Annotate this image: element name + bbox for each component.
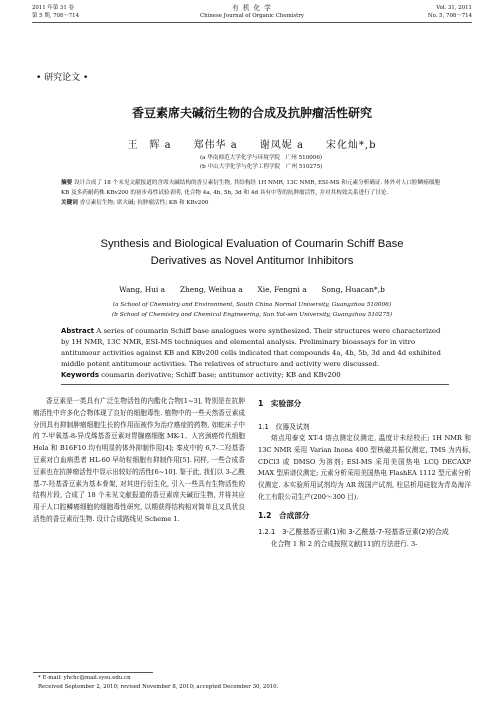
authors-cn: 王 辉 a 郑伟华 a 谢凤妮 a 宋化灿*,b [127,140,377,151]
section11-text [258,433,471,504]
journal-name [152,4,352,20]
affiliation-en-b: (b School of Chemistry and Chemical Engineering, Sun Yat-sen University, Guangzhou 510275) [111,312,393,318]
introduction-paragraph: 香豆素是一类具有广泛生物活性的内酯化合物[1~3], 特别是在抗肿瘤活性中许多化合物体现了良好的细胞毒性. 植物中的一些天然香豆素成分因具有抑制肿瘤细胞生长的作用而被作为治疗癌症的药物, 如蛇床子中的 7-甲氧基-8-异戊烯基香豆素对胃腺癌细胞 MK-1、人宫颈癌传代细胞 Hela 和 B16F10 均有明显的体外抑制作用[4]; 秦皮中的 6,7-二羟基香豆素对白血病患者 HL-60 早幼粒细胞有抑制作用[5]. 同样, 一些合成香豆素也在抗肿瘤活性中显示出较好的活性[6~10]. 鉴于此, 我们以 3-乙酰基-7-羟基香豆素为基本骨架, 对其进行衍生化, 引入一些具有生物活性的结构片段, 合成了 18 个未见文献报道的香豆素席夫碱衍生物, 并将其应用于人口腔鳞癌细胞的细胞毒性研究, 以期获得结构相对简单且又具优良活性的香豆素衍生物. 设计合成路线见 Scheme 1. [33,397,245,523]
abstract-rule [61,384,449,385]
journal-year-volume: 2011 年第 31 卷 [32,5,74,11]
keywords-cn [61,198,449,208]
right-column [258,396,471,551]
journal-issue-pages: 第 5 期, 708～714 [32,13,80,19]
keywords-en-text: coumarin derivative; Schiff base; antitumor activity; KB and KBv200 [101,371,341,379]
journal-issue-right [428,4,472,20]
section121-text [258,539,471,551]
section12-heading: 1.2 合成部分 [258,510,310,520]
abstract-en-text: A series of coumarin Schiff base analogues were synthesized. Their structures were characterized by 1H NMR, 13C NMR, ESI-MS techniques and elemental analysis. Preliminary bioassays for in vitro antitumour activities against KB and KBv200 cells indicated that compounds 4a, 4b, 5b, 3d and 4d exhibited middle potent antitumour activities. The relatives of structure and activity were discussed. [61,327,441,368]
footnote-rule [33,672,153,673]
journal-volume-en: Vol. 31, 2011 [436,5,472,11]
header-rule [32,22,472,23]
affiliation-cn-a: (a 华南师范大学化学与环境学院 广州 510006) [200,155,323,161]
title-en-line1: Synthesis and Biological Evaluation of Coumarin Schiff Base [100,238,404,250]
abstract-cn-text: 设计合成了 18 个未见文献报道的含席夫碱结构的香豆素衍生物, 其结构经 1H NMR, 13C NMR, ESI-MS 和元素分析确证. 体外对人口腔鳞癌细胞 KB 及多药耐药株 KBv200 的初步毒性试验表明, 化合物 4a, 4b, 5b, 3d 和 4d 具有中等的抗肿瘤活性, 并对其构效关系进行了讨论. [61,180,440,196]
introduction-text [33,396,245,526]
abstract-cn-label: 摘要 [61,180,73,186]
section11-heading: 1.1 仪器及试剂 [258,423,310,431]
journal-name-cn: 有 机 化 学 [232,4,272,12]
section121-paragraph: 化合物 1 和 2 的合成按照文献[11]的方法进行. 3- [271,539,418,548]
section11-paragraph: 熔点用泰克 XT-4 熔点测定仪测定, 温度计未经校正; 1H NMR 和 13C NMR 采用 Varian Inona 400 型核磁共振仪测定, TMS 为内标, CDCl3 或 DMSO 为溶剂; ESI-MS 采用美国热电 LCQ DECAXP MAX 型质谱仪测定; 元素分析采用美国热电 FlashEA 1112 型元素分析仪测定. 本实验所用试剂均为 AR 级国产试剂, 柱层析用硅胶为青岛海洋化工有限公司生产(200～300 目). [258,434,471,501]
section1-heading: 1 实验部分 [258,399,302,408]
footnote [38,674,458,691]
affiliations-en [0,300,504,320]
section-label: • 研究论文 • [36,73,89,83]
keywords-cn-label: 关键词 [61,200,78,206]
abstract-en-label: Abstract [61,327,95,335]
affiliations-cn [200,154,400,172]
journal-name-en: Chinese Journal of Organic Chemistry [200,13,304,19]
section121-heading: 1.2.1 3-乙酰基香豆素(1)和 3-乙酰基-7-羟基香豆素(2)的合成 [258,527,449,536]
keywords-en-label: Keywords [61,371,99,379]
keywords-en [61,370,449,381]
affiliation-en-a: (a School of Chemistry and Environment, South China Normal University, Guangzhou 510006) [112,302,392,308]
journal-issue-left [32,4,79,20]
keywords-cn-text: 香豆素衍生物; 席夫碱; 抗肿瘤活性; KB 和 KBv200 [79,200,209,206]
authors-en: Wang, Hui a Zheng, Weihua a Xie, Fengni a Song, Huacan*,b [119,285,385,294]
title-en-line2: Derivatives as Novel Antitumor Inhibitors [150,255,354,267]
footnote-email: * E-mail: yhchc@mail.sysu.edu.cn [38,675,131,681]
title-en [0,236,504,270]
affiliation-cn-b: (b 中山大学化学与化学工程学院 广州 510275) [200,164,323,170]
abstract-en [61,326,449,381]
footnote-received: Received September 2, 2010; revised November 8, 2010; accepted December 30, 2010. [38,683,279,690]
title-cn: 香豆素席夫碱衍生物的合成及抗肿瘤活性研究 [131,106,372,120]
abstract-cn [61,178,449,208]
journal-issue-en: No. 5, 708～714 [427,13,472,19]
